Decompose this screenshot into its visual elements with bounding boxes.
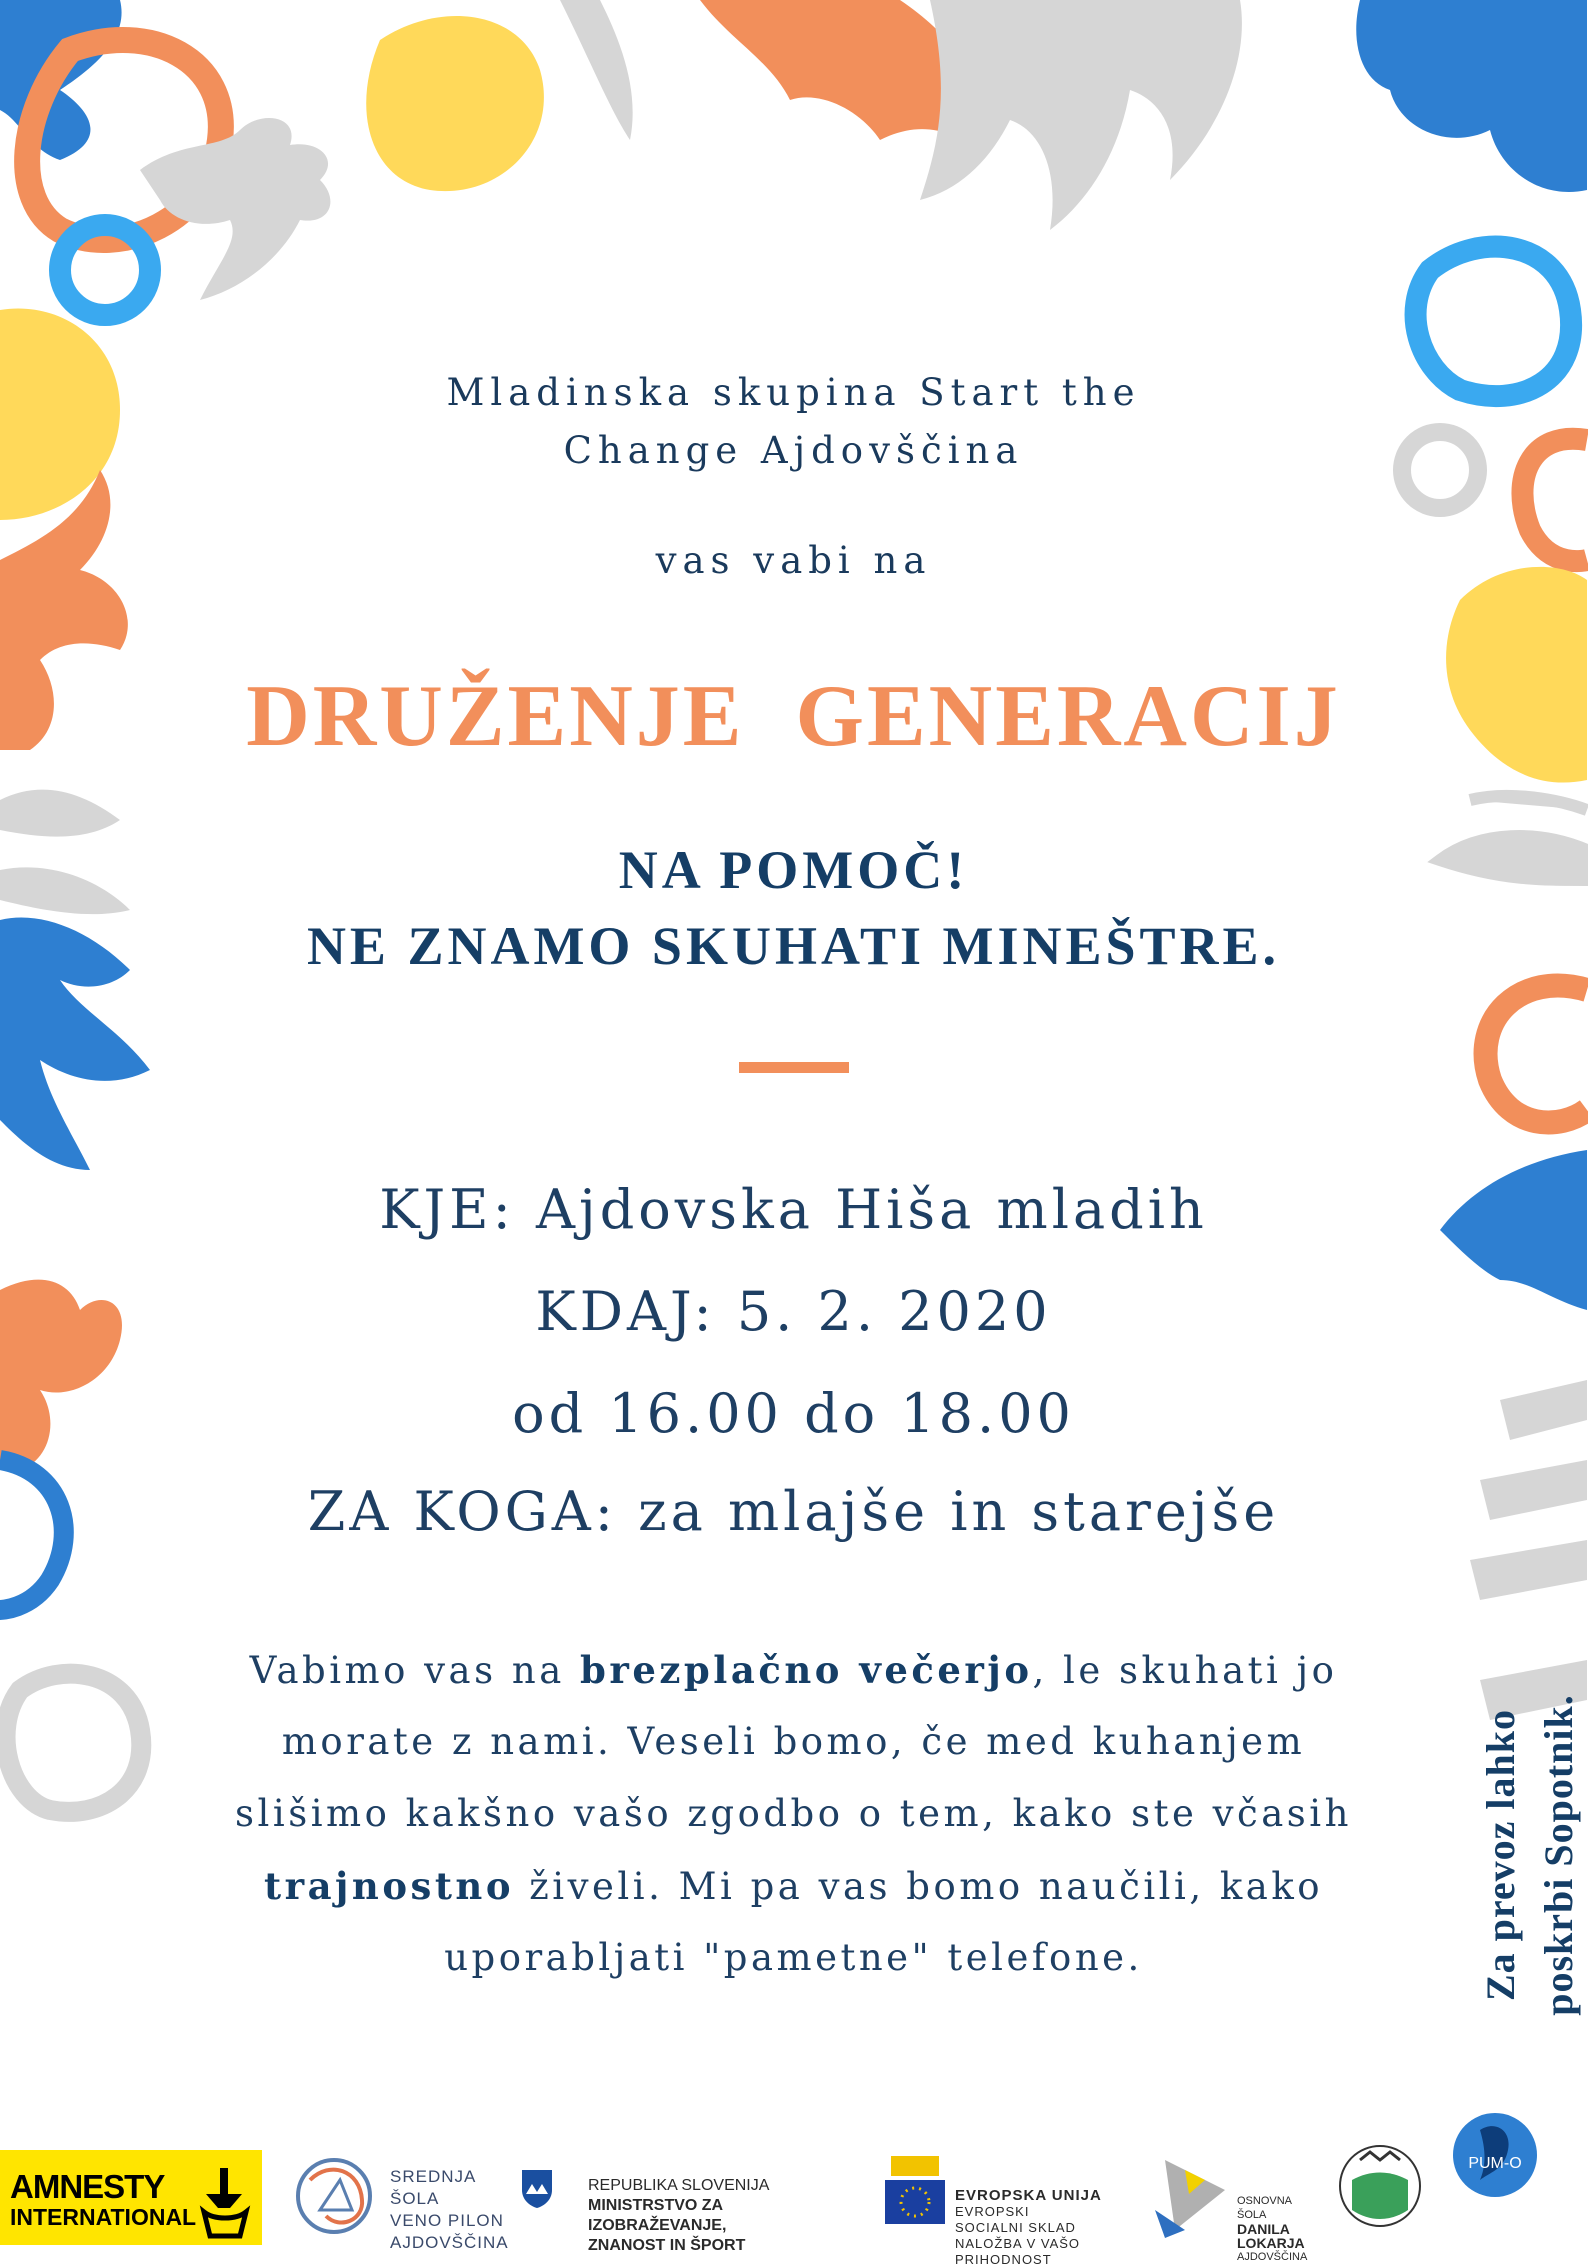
municipal-crest-icon <box>1330 2130 1430 2240</box>
obcina-ajdovscina-logo <box>1330 2130 1430 2240</box>
slovenia-coat-of-arms-icon <box>520 2168 554 2208</box>
candle-icon <box>200 2160 250 2238</box>
pum-o-logo: PUM-O <box>1450 2110 1540 2200</box>
gray-fan-top-right <box>920 0 1242 230</box>
detail-for-whom: ZA KOGA: za mlajše in starejše <box>307 1480 1280 1543</box>
description-line-5: uporabljati "pametne" telefone. <box>444 1936 1143 1979</box>
transport-note: Za prevoz lahko poskrbi Sopotnik. <box>1478 1694 1581 2016</box>
gray-leaf-top <box>560 0 633 140</box>
school-veno-pilon-logo: SREDNJA ŠOLA VENO PILON AJDOVŠČINA <box>290 2150 510 2240</box>
yellow-blob-top <box>366 16 544 191</box>
detail-time: od 16.00 do 18.00 <box>512 1382 1075 1445</box>
subtitle-line-2: NE ZNAMO SKUHATI MINEŠTRE. <box>306 916 1281 976</box>
invite-text: vas vabi na <box>655 539 932 582</box>
school-emblem-icon <box>290 2150 380 2240</box>
amnesty-logo: AMNESTY INTERNATIONAL <box>0 2150 262 2245</box>
intro-line-1: Mladinska skupina Start the <box>446 371 1141 414</box>
school-triangle-icon <box>1145 2150 1235 2240</box>
event-title: DRUŽENJE GENERACIJ <box>246 668 1341 765</box>
divider <box>739 1062 849 1073</box>
eu-flag-icon <box>885 2150 945 2230</box>
orange-arc-right-2 <box>1486 986 1587 1123</box>
subtitle-line-1: NA POMOČ! <box>618 840 969 900</box>
description-line-2: morate z nami. Veseli bomo, če med kuhanjem <box>281 1720 1306 1763</box>
blue-blob-top-right <box>1356 0 1587 192</box>
highlight-sustainably: trajnostno <box>263 1864 515 1908</box>
detail-when: KDAJ: 5. 2. 2020 <box>535 1280 1052 1343</box>
detail-where: KJE: Ajdovska Hiša mladih <box>379 1178 1208 1241</box>
os-danila-lokarja-logo: OSNOVNA ŠOLA DANILA LOKARJA AJDOVŠČINA <box>1145 2150 1305 2240</box>
gray-hand-top-left <box>140 118 330 300</box>
intro-line-2: Change Ajdovščina <box>563 429 1024 472</box>
description-line-3: slišimo kakšno vašo zgodbo o tem, kako ste včasih <box>235 1792 1352 1835</box>
eu-social-fund-logo: EVROPSKA UNIJA EVROPSKI SOCIALNI SKLAD NALOŽBA V VAŠO PRIHODNOST <box>885 2150 1135 2240</box>
ministry-logo: REPUBLIKA SLOVENIJA MINISTRSTVO ZA IZOBRAŽEVANJE, ZNANOST IN ŠPORT <box>520 2168 860 2238</box>
description-line-4: trajnostno živeli. Mi pa vas bomo naučili, kako <box>263 1864 1324 1908</box>
highlight-free-dinner: brezplačno večerjo <box>580 1648 1033 1692</box>
description-line-1: Vabimo vas na brezplačno večerjo, le skuhati jo <box>249 1648 1338 1692</box>
